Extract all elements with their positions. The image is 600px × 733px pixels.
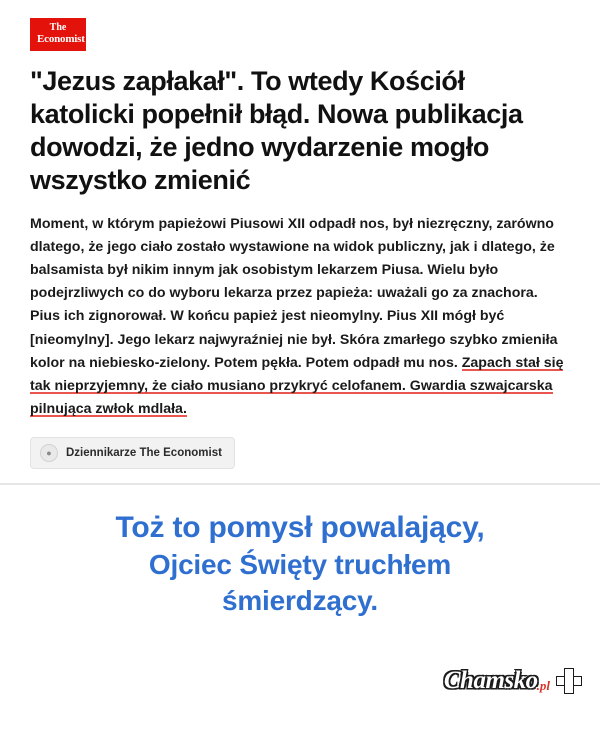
economist-logo-wrap — [30, 18, 570, 51]
article-body-text: Moment, w którym papieżowi Piusowi XII odpadł nos, był niezręczny, zarówno dlatego, że jego ciało zostało wystawione na widok publiczny, jak i dlatego, że balsamista był nikim innym jak osobistym lekarzem Piusa. Wielu było podejrzliwych co do wyboru lekarza przez papieża: uważali go za znachora. Pius ich zignorował. W końcu papież jest nieomylny. Pius XII mógł być [nieomylny]. Jego lekarz najwyraźniej nie był. Skóra zmarłego szybko zmieniła kolor na niebiesko-zielony. Potem pękła. Potem odpadł mu nos. — [30, 215, 558, 371]
article-byline — [30, 437, 235, 469]
site-watermark — [444, 667, 582, 695]
caption-line-2: Ojciec Święty truchłem — [148, 549, 452, 581]
logo-line-2: Economist — [37, 32, 85, 45]
caption-line-3: śmierdzący. — [221, 585, 379, 617]
logo-line-1: The — [49, 22, 67, 33]
watermark-tld: .pl — [536, 678, 550, 693]
caption-line-1: Toż to pomysł powalający, — [115, 511, 485, 545]
article-body-highlight: Zapach stał się tak nieprzyjemny, że ciało musiano przykryć celofanem. Gwardia szwajcarska pilnująca zwłok mdlała. — [30, 354, 564, 417]
cross-icon — [556, 668, 582, 694]
economist-logo — [30, 18, 86, 51]
meme-caption — [0, 485, 600, 619]
user-icon: ● — [40, 444, 58, 462]
byline-label: Dziennikarze The Economist — [66, 447, 222, 460]
watermark-text: Chamsko — [443, 667, 538, 694]
article-body — [30, 213, 570, 421]
article-headline: "Jezus zapłakał". To wtedy Kościół katolicki popełnił błąd. Nowa publikacja dowodzi, że jedno wydarzenie mogło wszystko zmienić — [30, 66, 523, 195]
